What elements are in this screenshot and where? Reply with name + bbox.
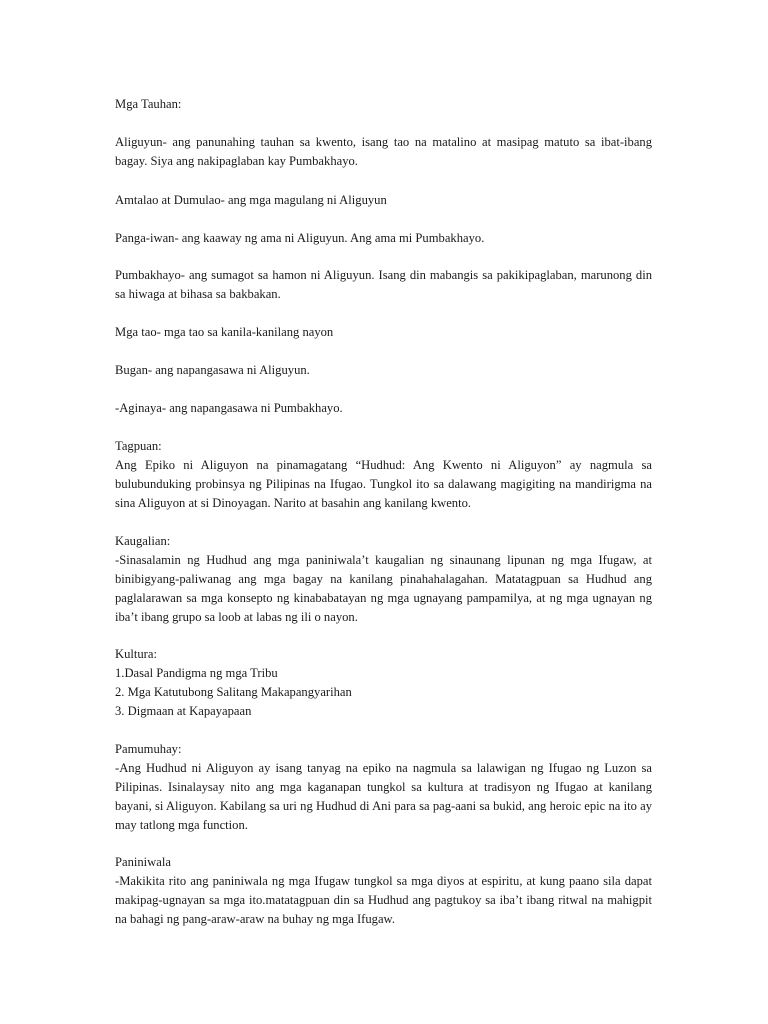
- tagpuan-heading: Tagpuan:: [115, 439, 162, 453]
- mga-tauhan-heading: Mga Tauhan:: [115, 97, 182, 111]
- amtalao-paragraph: Amtalao at Dumulao- ang mga magulang ni Aliguyun: [115, 193, 387, 207]
- kaugalian-paragraph: -Sinasalamin ng Hudhud ang mga paniniwala’t kaugalian ng sinaunang lipunan ng mga Ifugaw, at binibigyang-paliwanag ang mga bagay na kanilang pinahahalagahan. Matatagpuan sa Hudhud ang paglalarawan sa mga konsepto ng kinababatayan ng mga ugnayang pampamilya, at ng mga ugnayan ng iba’t ibang grupo sa loob at labas ng ili o nayon.: [115, 553, 652, 624]
- kaugalian-heading: Kaugalian:: [115, 534, 171, 548]
- aginaya-paragraph: -Aginaya- ang napangasawa ni Pumbakhayo.: [115, 401, 343, 415]
- pamumuhay-paragraph: -Ang Hudhud ni Aliguyon ay isang tanyag na epiko na nagmula sa lalawigan ng Ifugao ng Luzon sa Pilipinas. Isinalaysay nito ang mga kaganapan tungkol sa kultura at tradisyon ng Ifugao at kanilang bayani, si Aliguyon. Kabilang sa uri ng Hudhud di Ani para sa pag-aani sa bukid, ang heroic epic na ito ay may tatlong mga function.: [115, 761, 652, 832]
- kultura-heading: Kultura:: [115, 647, 157, 661]
- pumbakhayo-paragraph: Pumbakhayo- ang sumagot sa hamon ni Aliguyun. Isang din mabangis sa pakikipaglaban, marunong din sa hiwaga at bihasa sa bakbakan.: [115, 268, 652, 301]
- bugan-paragraph: Bugan- ang napangasawa ni Aliguyun.: [115, 363, 310, 377]
- kultura-list-item: 2. Mga Katutubong Salitang Makapangyarihan: [115, 685, 352, 699]
- paniniwala-paragraph: -Makikita rito ang paniniwala ng mga Ifugaw tungkol sa mga diyos at espiritu, at kung paano sila dapat makipag-ugnayan sa mga ito.matatagpuan din sa Hudhud ang pagtukoy sa iba’t ibang ritwal na mahigpit na bahagi ng pang-araw-araw na buhay ng mga Ifugaw.: [115, 874, 652, 926]
- aliguyun-paragraph: Aliguyun- ang panunahing tauhan sa kwento, isang tao na matalino at masipag matuto sa ibat-ibang bagay. Siya ang nakipaglaban kay Pumbakhayo.: [115, 135, 652, 168]
- pamumuhay-heading: Pamumuhay:: [115, 742, 182, 756]
- paniniwala-heading: Paniniwala: [115, 855, 171, 869]
- kultura-list-item: 1.Dasal Pandigma ng mga Tribu: [115, 666, 278, 680]
- mga-tao-paragraph: Mga tao- mga tao sa kanila-kanilang nayon: [115, 325, 334, 339]
- kultura-list: [115, 664, 652, 721]
- tagpuan-paragraph: Ang Epiko ni Aliguyon na pinamagatang “Hudhud: Ang Kwento ni Aliguyon” ay nagmula sa bulubunduking probinsya ng Pilipinas na Ifugao. Tungkol ito sa dalawang magigiting na mandirigma na sina Aliguyon at si Dinoyagan. Narito at basahin ang kanilang kwento.: [115, 458, 652, 510]
- panga-iwan-paragraph: Panga-iwan- ang kaaway ng ama ni Aliguyun. Ang ama mi Pumbakhayo.: [115, 231, 485, 245]
- kultura-list-item: 3. Digmaan at Kapayapaan: [115, 704, 252, 718]
